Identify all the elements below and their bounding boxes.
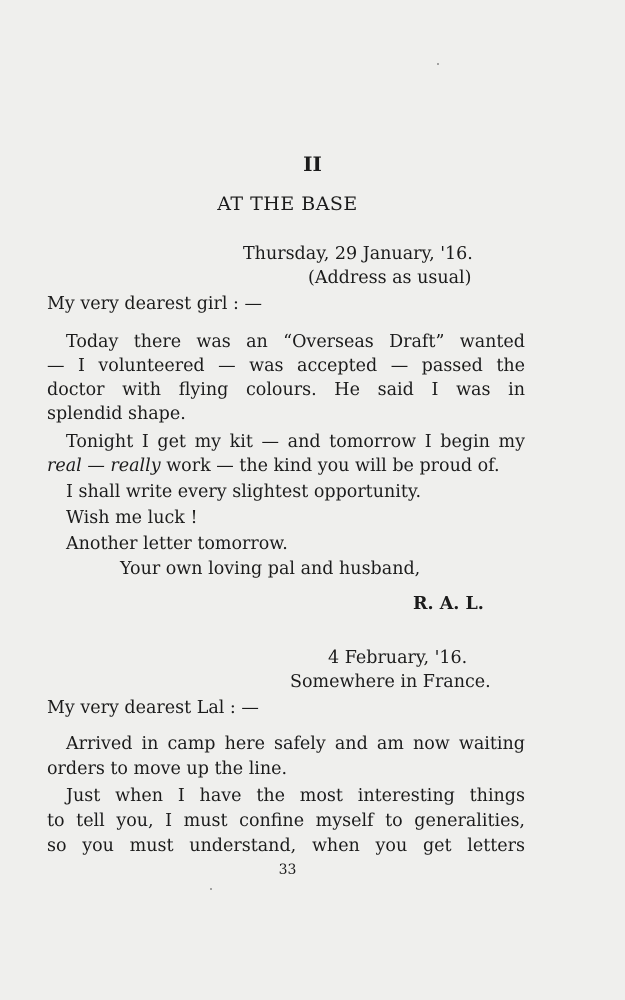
letter2-para2-line2: to tell you, I must confine myself to generalities, [47, 811, 525, 831]
letter2-para2-line1: Just when I have the most interesting things [66, 786, 525, 806]
letter1-para1-line1: Today there was an “Overseas Draft” wanted [66, 332, 525, 352]
letter1-para2-line2-rest: work — the kind you will be proud of. [160, 456, 500, 476]
emphasis-text: real — really [47, 456, 161, 476]
letter1-closing: Your own loving pal and husband, [120, 559, 421, 579]
letter1-salutation: My very dearest girl : — [47, 294, 262, 314]
letter1-signature: R. A. L. [413, 594, 484, 614]
letter2-place: Somewhere in France. [290, 672, 491, 692]
letter2-salutation: My very dearest Lal : — [47, 698, 259, 718]
letter1-line-luck: Wish me luck ! [66, 508, 198, 528]
letter2-date: 4 February, '16. [328, 648, 468, 668]
page-number: 33 [278, 862, 297, 878]
letter1-para2-line2 [47, 454, 500, 478]
paper-speck [437, 63, 439, 65]
letter1-date: Thursday, 29 January, '16. [243, 244, 473, 264]
letter1-para1-line4: splendid shape. [47, 404, 186, 424]
letter1-line-write: I shall write every slightest opportunity. [66, 482, 422, 502]
letter2-para2-line3: so you must understand, when you get letters [47, 836, 525, 856]
letter1-line-another: Another letter tomorrow. [66, 534, 288, 554]
chapter-title: AT THE BASE [217, 193, 358, 215]
letter1-para1-line2: — I volunteered — was accepted — passed the [47, 356, 525, 376]
letter1-address-note: (Address as usual) [308, 268, 472, 288]
letter2-para1-line1: Arrived in camp here safely and am now waiting [66, 734, 525, 754]
letter1-para2-line1: Tonight I get my kit — and tomorrow I begin my [66, 432, 525, 452]
letter2-para1-line2: orders to move up the line. [47, 759, 288, 779]
chapter-number: II [303, 152, 322, 176]
paper-speck [210, 888, 212, 890]
letter1-para1-line3: doctor with flying colours. He said I was in [47, 380, 525, 400]
